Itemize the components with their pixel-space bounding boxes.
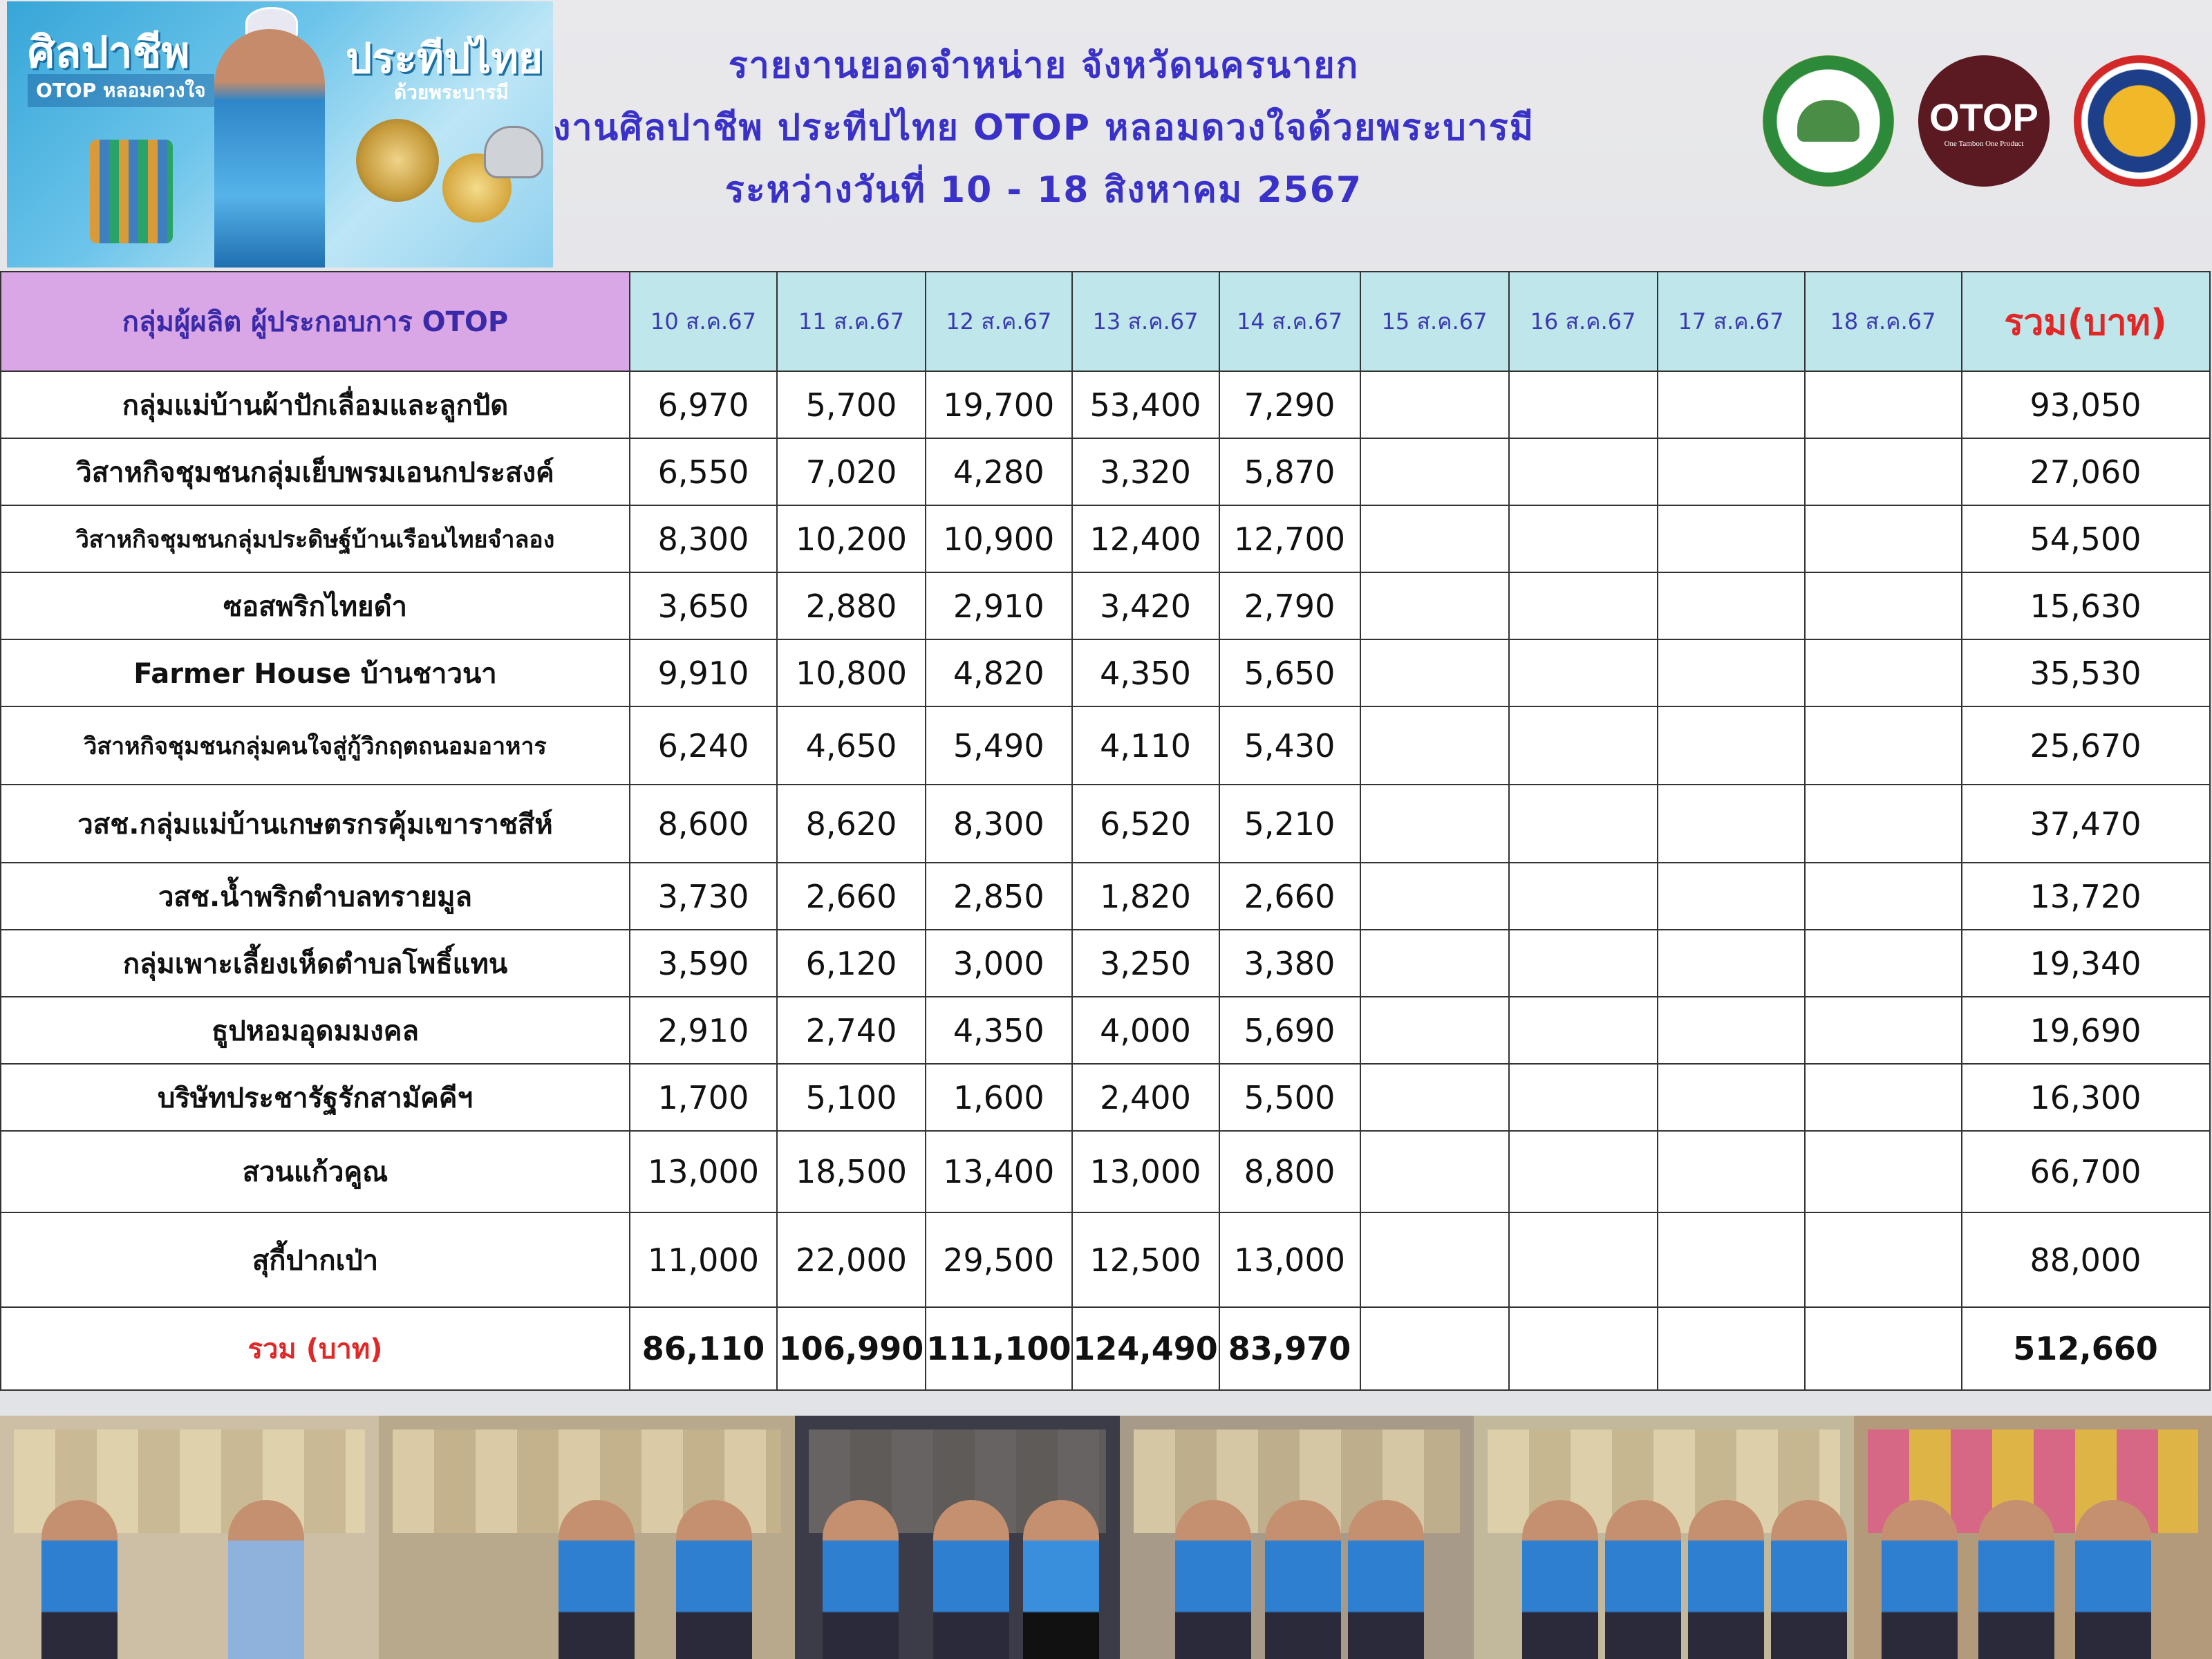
sales-cell xyxy=(1509,371,1658,438)
producer-name: วิสาหกิจชุมชนกลุ่มคนใจสู่กู้วิกฤตถนอมอาหาร xyxy=(1,706,630,785)
producer-name: สวนแก้วคูณ xyxy=(1,1131,630,1212)
table-row xyxy=(1,1131,2210,1212)
sales-cell xyxy=(1360,639,1509,706)
title-line-1: รายงานยอดจำหน่าย จังหวัดนครนายก xyxy=(728,45,1360,86)
table-row xyxy=(1,930,2210,997)
sales-cell xyxy=(1360,785,1509,863)
sales-cell xyxy=(1805,997,1962,1064)
sales-cell xyxy=(1805,1212,1962,1307)
sales-cell: 8,800 xyxy=(1219,1131,1360,1212)
sales-cell: 4,280 xyxy=(926,438,1072,505)
event-photo-strip xyxy=(0,1416,2212,1659)
sales-cell xyxy=(1360,1131,1509,1212)
sales-cell: 5,210 xyxy=(1219,785,1360,863)
row-total-cell: 16,300 xyxy=(1962,1064,2210,1131)
producer-name: สุกี้ปากเป่า xyxy=(1,1212,630,1307)
sales-cell xyxy=(1360,930,1509,997)
sales-cell: 12,700 xyxy=(1219,505,1360,572)
nakhon-nayok-logo-icon xyxy=(1763,55,1894,187)
table-row xyxy=(1,785,2210,863)
row-total-cell: 93,050 xyxy=(1962,371,2210,438)
sales-table xyxy=(0,271,2211,1391)
sales-cell xyxy=(1658,371,1805,438)
daily-sum-cell: 86,110 xyxy=(630,1307,777,1390)
sales-cell: 3,320 xyxy=(1072,438,1219,505)
elephant-icon xyxy=(1797,100,1859,142)
sales-cell: 2,910 xyxy=(630,997,777,1064)
daily-sum-cell xyxy=(1805,1307,1962,1390)
sales-cell: 6,240 xyxy=(630,706,777,785)
producer-name: วิสาหกิจชุมชนกลุ่มประดิษฐ์บ้านเรือนไทยจำลอง xyxy=(1,505,630,572)
date-header: 16 ส.ค.67 xyxy=(1509,272,1658,371)
sales-cell: 4,110 xyxy=(1072,706,1219,785)
daily-sum-cell: 83,970 xyxy=(1219,1307,1360,1390)
producer-name: กลุ่มเพาะเลี้ยงเห็ดตำบลโพธิ์แทน xyxy=(1,930,630,997)
daily-sum-cell xyxy=(1658,1307,1805,1390)
sales-cell: 6,120 xyxy=(777,930,926,997)
sales-cell: 1,600 xyxy=(926,1064,1072,1131)
daily-sum-cell: 111,100 xyxy=(926,1307,1072,1390)
sum-row xyxy=(1,1307,2210,1390)
teapot-product xyxy=(484,126,543,178)
sales-cell: 4,350 xyxy=(1072,639,1219,706)
sales-cell xyxy=(1360,1212,1509,1307)
daily-sum-cell: 106,990 xyxy=(777,1307,926,1390)
daily-sum-cell: 124,490 xyxy=(1072,1307,1219,1390)
sales-cell: 5,870 xyxy=(1219,438,1360,505)
sales-cell xyxy=(1360,1064,1509,1131)
sales-cell: 5,650 xyxy=(1219,639,1360,706)
sales-cell: 6,520 xyxy=(1072,785,1219,863)
sales-cell: 13,000 xyxy=(1072,1131,1219,1212)
sales-cell xyxy=(1509,1212,1658,1307)
sales-cell: 22,000 xyxy=(777,1212,926,1307)
row-total-cell: 15,630 xyxy=(1962,572,2210,639)
table-row xyxy=(1,639,2210,706)
sales-cell xyxy=(1658,438,1805,505)
sales-cell: 5,100 xyxy=(777,1064,926,1131)
table-header-row xyxy=(1,272,2210,371)
row-total-cell: 13,720 xyxy=(1962,863,2210,930)
event-banner-image xyxy=(7,1,553,268)
sales-cell: 13,400 xyxy=(926,1131,1072,1212)
title-line-2: งานศิลปาชีพ ประทีปไทย OTOP หลอมดวงใจด้วยพระบารมี xyxy=(553,107,1535,149)
sales-cell: 53,400 xyxy=(1072,371,1219,438)
banner-subtitle-left: OTOP หลอมดวงใจ xyxy=(28,74,214,107)
producer-name: วสช.กลุ่มแม่บ้านเกษตรกรคุ้มเขาราชสีห์ xyxy=(1,785,630,863)
sales-cell xyxy=(1805,1131,1962,1212)
sales-cell: 4,000 xyxy=(1072,997,1219,1064)
sales-cell: 10,200 xyxy=(777,505,926,572)
sum-label: รวม (บาท) xyxy=(1,1307,630,1390)
sales-cell xyxy=(1360,997,1509,1064)
sales-cell xyxy=(1805,572,1962,639)
sales-cell xyxy=(1805,785,1962,863)
date-header: 13 ส.ค.67 xyxy=(1072,272,1219,371)
sales-cell: 6,970 xyxy=(630,371,777,438)
sales-cell: 29,500 xyxy=(926,1212,1072,1307)
producer-name: บริษัทประชารัฐรักสามัคคีฯ xyxy=(1,1064,630,1131)
sales-cell: 9,910 xyxy=(630,639,777,706)
date-header: 10 ส.ค.67 xyxy=(630,272,777,371)
sales-cell xyxy=(1360,371,1509,438)
table-row xyxy=(1,997,2210,1064)
sales-cell: 10,800 xyxy=(777,639,926,706)
sales-cell: 3,420 xyxy=(1072,572,1219,639)
title-line-3: ระหว่างวันที่ 10 - 18 สิงหาคม 2567 xyxy=(724,169,1363,211)
sales-cell: 18,500 xyxy=(777,1131,926,1212)
sales-cell: 3,000 xyxy=(926,930,1072,997)
sales-cell: 3,730 xyxy=(630,863,777,930)
sales-cell xyxy=(1658,863,1805,930)
basket-product xyxy=(90,140,173,243)
row-total-cell: 66,700 xyxy=(1962,1131,2210,1212)
event-photo xyxy=(0,1416,379,1659)
sales-cell: 8,300 xyxy=(926,785,1072,863)
sales-cell: 1,700 xyxy=(630,1064,777,1131)
otop-logo-word: OTOP xyxy=(1929,95,2038,139)
sales-cell: 5,690 xyxy=(1219,997,1360,1064)
sales-cell: 2,660 xyxy=(1219,863,1360,930)
sales-cell: 4,650 xyxy=(777,706,926,785)
sales-cell xyxy=(1805,930,1962,997)
sales-cell xyxy=(1658,706,1805,785)
sales-cell: 7,020 xyxy=(777,438,926,505)
sales-cell xyxy=(1658,1064,1805,1131)
community-development-logo-icon xyxy=(2074,55,2205,187)
table-row xyxy=(1,706,2210,785)
sales-cell xyxy=(1658,785,1805,863)
date-header: 18 ส.ค.67 xyxy=(1805,272,1962,371)
otop-logo-icon xyxy=(1918,55,2050,187)
producer-name: วิสาหกิจชุมชนกลุ่มเย็บพรมเอนกประสงค์ xyxy=(1,438,630,505)
sales-cell: 5,700 xyxy=(777,371,926,438)
sales-cell: 3,250 xyxy=(1072,930,1219,997)
sales-cell: 8,620 xyxy=(777,785,926,863)
table-row xyxy=(1,1212,2210,1307)
sales-cell xyxy=(1360,505,1509,572)
row-total-cell: 19,690 xyxy=(1962,997,2210,1064)
sales-cell xyxy=(1805,505,1962,572)
sales-cell xyxy=(1509,438,1658,505)
sales-cell xyxy=(1509,639,1658,706)
model-figure xyxy=(214,29,325,268)
table-row xyxy=(1,1064,2210,1131)
sales-cell xyxy=(1360,572,1509,639)
sales-cell xyxy=(1509,930,1658,997)
sales-cell xyxy=(1360,438,1509,505)
table-row xyxy=(1,572,2210,639)
sales-cell: 7,290 xyxy=(1219,371,1360,438)
sales-cell xyxy=(1658,1212,1805,1307)
sales-cell xyxy=(1509,1064,1658,1131)
sales-cell xyxy=(1805,639,1962,706)
sales-cell xyxy=(1360,706,1509,785)
sales-cell: 13,000 xyxy=(1219,1212,1360,1307)
gold-plate-product xyxy=(356,119,439,202)
sales-cell xyxy=(1805,1064,1962,1131)
event-photo xyxy=(1120,1416,1474,1659)
event-photo xyxy=(1474,1416,1854,1659)
sales-cell xyxy=(1805,371,1962,438)
row-total-cell: 25,670 xyxy=(1962,706,2210,785)
producer-name: กลุ่มแม่บ้านผ้าปักเลื่อมและลูกปัด xyxy=(1,371,630,438)
row-total-cell: 37,470 xyxy=(1962,785,2210,863)
sales-cell: 1,820 xyxy=(1072,863,1219,930)
date-header: 17 ส.ค.67 xyxy=(1658,272,1805,371)
table-row xyxy=(1,863,2210,930)
sales-cell: 2,740 xyxy=(777,997,926,1064)
banner-title-right: ประทีปไทย xyxy=(346,35,543,83)
total-header: รวม(บาท) xyxy=(1962,272,2210,371)
report-title xyxy=(553,35,1535,221)
banner-subtitle-right: ด้วยพระบารมี xyxy=(394,81,509,104)
sales-cell xyxy=(1805,706,1962,785)
date-header: 11 ส.ค.67 xyxy=(777,272,926,371)
row-total-cell: 54,500 xyxy=(1962,505,2210,572)
sales-cell xyxy=(1805,863,1962,930)
sales-cell: 5,430 xyxy=(1219,706,1360,785)
producer-name: Farmer House บ้านชาวนา xyxy=(1,639,630,706)
sales-cell xyxy=(1509,1131,1658,1212)
row-total-cell: 35,530 xyxy=(1962,639,2210,706)
date-header: 15 ส.ค.67 xyxy=(1360,272,1509,371)
sales-cell: 8,300 xyxy=(630,505,777,572)
sales-cell xyxy=(1509,505,1658,572)
sales-cell: 5,500 xyxy=(1219,1064,1360,1131)
sales-cell xyxy=(1658,639,1805,706)
group-header: กลุ่มผู้ผลิต ผู้ประกอบการ OTOP xyxy=(1,272,630,371)
event-photo xyxy=(795,1416,1120,1659)
sales-cell: 10,900 xyxy=(926,505,1072,572)
sales-cell: 2,660 xyxy=(777,863,926,930)
sales-cell: 3,380 xyxy=(1219,930,1360,997)
sales-cell: 4,350 xyxy=(926,997,1072,1064)
daily-sum-cell xyxy=(1360,1307,1509,1390)
sales-cell: 2,790 xyxy=(1219,572,1360,639)
sales-cell xyxy=(1658,997,1805,1064)
sales-cell xyxy=(1509,572,1658,639)
sales-cell xyxy=(1658,505,1805,572)
sales-cell: 13,000 xyxy=(630,1131,777,1212)
table-row xyxy=(1,438,2210,505)
sales-cell: 11,000 xyxy=(630,1212,777,1307)
banner-title-left: ศิลปาชีพ xyxy=(28,27,190,77)
producer-name: ธูปหอมอุดมมงคล xyxy=(1,997,630,1064)
sales-cell: 12,500 xyxy=(1072,1212,1219,1307)
date-header: 12 ส.ค.67 xyxy=(926,272,1072,371)
event-photo xyxy=(1854,1416,2212,1659)
row-total-cell: 88,000 xyxy=(1962,1212,2210,1307)
date-header: 14 ส.ค.67 xyxy=(1219,272,1360,371)
sales-cell xyxy=(1658,572,1805,639)
sales-cell: 2,880 xyxy=(777,572,926,639)
sales-cell: 2,400 xyxy=(1072,1064,1219,1131)
row-total-cell: 27,060 xyxy=(1962,438,2210,505)
sales-cell: 6,550 xyxy=(630,438,777,505)
daily-sum-cell xyxy=(1509,1307,1658,1390)
sales-cell xyxy=(1658,1131,1805,1212)
sales-cell xyxy=(1509,706,1658,785)
producer-name: วสช.น้ำพริกตำบลทรายมูล xyxy=(1,863,630,930)
sales-cell: 19,700 xyxy=(926,371,1072,438)
table-row xyxy=(1,505,2210,572)
sales-cell xyxy=(1805,438,1962,505)
sales-cell: 12,400 xyxy=(1072,505,1219,572)
row-total-cell: 19,340 xyxy=(1962,930,2210,997)
sales-cell: 5,490 xyxy=(926,706,1072,785)
sales-cell: 3,650 xyxy=(630,572,777,639)
sales-cell: 3,590 xyxy=(630,930,777,997)
sales-cell: 8,600 xyxy=(630,785,777,863)
table-row xyxy=(1,371,2210,438)
sales-cell xyxy=(1509,997,1658,1064)
sales-cell xyxy=(1360,863,1509,930)
sales-cell xyxy=(1509,785,1658,863)
sales-cell: 4,820 xyxy=(926,639,1072,706)
grand-total-cell: 512,660 xyxy=(1962,1307,2210,1390)
sales-cell xyxy=(1509,863,1658,930)
sales-cell: 2,910 xyxy=(926,572,1072,639)
sales-cell: 2,850 xyxy=(926,863,1072,930)
otop-logo-subtitle: One Tambon One Product xyxy=(1944,139,2024,148)
event-photo xyxy=(379,1416,795,1659)
producer-name: ซอสพริกไทยดำ xyxy=(1,572,630,639)
sales-cell xyxy=(1658,930,1805,997)
